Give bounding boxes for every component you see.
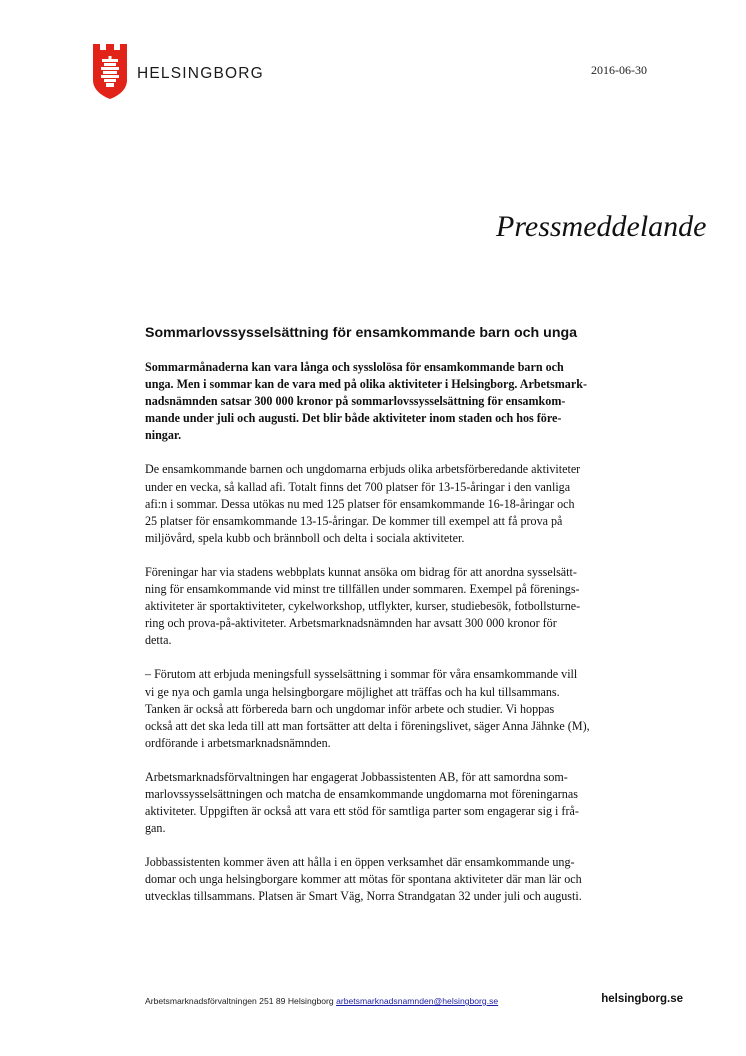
paragraph-line: domar och unga helsingborgare kommer att mötas för spontana aktiviteter där man lär och — [145, 872, 582, 887]
paragraph-line: detta. — [145, 633, 172, 648]
paragraph-line: marlovssysselsättningen och matcha de ensamkommande ungdomarna mot föreningarnas — [145, 786, 578, 801]
footer-website: helsingborg.se — [601, 993, 683, 1005]
paragraph-line: Föreningar har via stadens webbplats kunnat ansöka om bidrag för att anordna sysselsätt- — [145, 564, 577, 579]
paragraph-line: miljövård, spela kubb och brännboll och delta i sociala aktiviteter. — [145, 530, 465, 545]
paragraph-line: ring och prova-på-aktiviteter. Arbetsmarknadsnämnden har avsatt 300 000 kronor för — [145, 616, 557, 631]
lead-line: ningar. — [145, 428, 182, 443]
paragraph-line: afi:n i sommar. Dessa utökas nu med 125 platser för ensamkommande 16-18-åringar och — [145, 496, 575, 511]
paragraph-line: ordförande i arbetsmarknadsnämnden. — [145, 735, 331, 750]
paragraph-jobbassistenten — [145, 769, 625, 837]
paragraph-line: Tanken är också att förbereda barn och ungdomar inför arbete och studier. Vi hoppas — [145, 701, 555, 716]
paragraph-line: aktiviteter är sportaktiviteter, cykelworkshop, utflykter, kurser, studiebesök, fotbollsturne- — [145, 599, 581, 614]
paragraph-line: Jobbassistenten kommer även att hålla i en öppen verksamhet där ensamkommande ung- — [145, 855, 575, 870]
helsingborg-logo — [92, 44, 264, 99]
paragraph-quote — [145, 666, 625, 751]
article-lead — [145, 359, 625, 444]
paragraph-line: också att det ska leda till att man fortsätter att delta i föreningslivet, säger Anna Jähnke (M), — [145, 718, 590, 733]
paragraph-line: – Förutom att erbjuda meningsfull sysselsättning i sommar för våra ensamkommande vill — [145, 667, 578, 682]
logo-wordmark: HELSINGBORG — [137, 64, 264, 82]
article-body — [145, 325, 625, 923]
paragraph-open-activity — [145, 854, 625, 905]
paragraph-line: ning för ensamkommande vid minst tre tillfällen under sommaren. Exempel på förenings- — [145, 582, 580, 597]
city-crest-icon — [92, 44, 128, 99]
paragraph-line: utvecklas tillsammans. Platsen är Smart Väg, Norra Strandgatan 32 under juli och augusti. — [145, 889, 582, 904]
document-type-title: Pressmeddelande — [496, 210, 707, 243]
paragraph-associations — [145, 564, 625, 649]
paragraph-line: gan. — [145, 821, 166, 836]
lead-line: unga. Men i sommar kan de vara med på olika aktiviteter i Helsingborg. Arbetsmark- — [145, 377, 587, 392]
paragraph-line: aktiviteter. Uppgiften är också att vara ett stöd för samtliga parter som engagerar sig i frå- — [145, 804, 579, 819]
document-date: 2016-06-30 — [591, 63, 647, 77]
paragraph-line: Arbetsmarknadsförvaltningen har engagerat Jobbassistenten AB, för att samordna som- — [145, 769, 568, 784]
lead-line: nadsnämnden satsar 300 000 kronor på sommarlovssysselsättning för ensamkom- — [145, 394, 566, 409]
footer-address: Arbetsmarknadsförvaltningen 251 89 Helsingborg — [145, 996, 337, 1006]
page-footer — [145, 993, 685, 1009]
paragraph-afi — [145, 461, 625, 546]
lead-line: Sommarmånaderna kan vara långa och sysslolösa för ensamkommande barn och — [145, 360, 564, 374]
paragraph-line: vi ge nya och gamla unga helsingborgare möjlighet att träffas och ha kul tillsammans. — [145, 684, 560, 699]
paragraph-line: De ensamkommande barnen och ungdomarna erbjuds olika arbetsförberedande aktiviteter — [145, 462, 581, 477]
footer-address-line — [145, 996, 498, 1006]
lead-line: mande under juli och augusti. Det blir både aktiviteter inom staden och hos före- — [145, 411, 562, 426]
paragraph-line: under en vecka, så kallad afi. Totalt finns det 700 platser för 13-15-åringar i den vanliga — [145, 479, 571, 494]
footer-email-link[interactable]: arbetsmarknadsnamnden@helsingborg.se — [336, 996, 499, 1006]
paragraph-line: 25 platser för ensamkommande 13-15-åringar. De kommer till exempel att få prova på — [145, 513, 563, 528]
article-headline: Sommarlovssysselsättning för ensamkommande barn och unga — [145, 325, 578, 341]
